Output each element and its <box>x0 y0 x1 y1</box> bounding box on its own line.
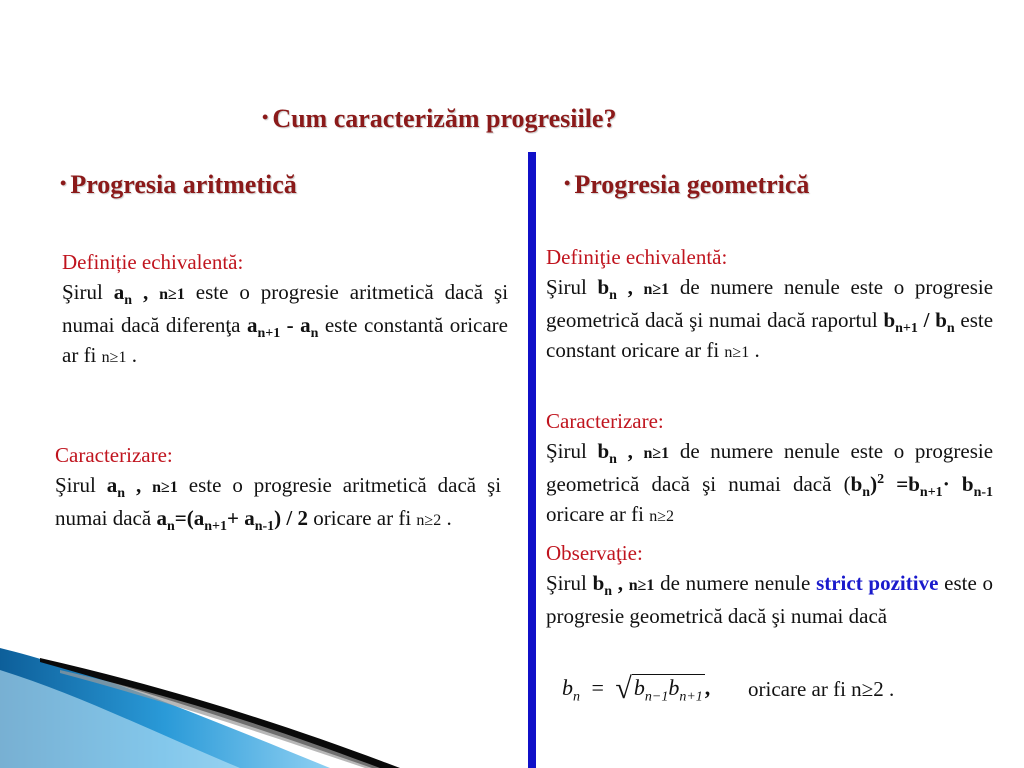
text: de numere nenule este o progresie geometrică dacă şi numai dacă raportul <box>546 275 994 332</box>
difference-expr: $a_{n+1} - a_n$ <box>246 313 319 342</box>
comma: , <box>135 473 142 497</box>
radical-sign-icon: √ <box>615 672 632 705</box>
text: Şirul <box>546 439 587 463</box>
condition: n≥1 <box>159 286 185 303</box>
left-heading-text: Progresia aritmetică <box>70 170 297 199</box>
comma: , <box>617 571 624 595</box>
left-characterization <box>55 440 501 536</box>
strict-positive-emphasis: strict pozitive <box>816 571 939 595</box>
text: oricare ar fi <box>546 502 644 526</box>
formula-comma: , <box>704 675 711 700</box>
text: este o progresie aritmetică dacă şi numai dacă diferenţa <box>62 280 509 337</box>
right-def-text <box>546 272 993 368</box>
bullet-icon: • <box>60 173 67 193</box>
text: Şirul <box>546 571 587 595</box>
right-observation <box>546 538 993 631</box>
geometric-mean-formula: $b_n)^2 =b_{n+1}\cdot b_{n-1}$ <box>850 472 994 501</box>
formula-lhs: b <box>562 675 573 700</box>
seq-symbol: $a_n$ <box>106 473 126 502</box>
right-char-text <box>546 436 993 532</box>
bullet-icon: • <box>262 107 269 127</box>
mean-formula: $a_n=(a_{n+1}+ a_{n-1}) / 2$ <box>156 506 308 535</box>
page-title <box>262 104 616 134</box>
condition: n≥2 <box>416 512 442 529</box>
condition: n≥2 <box>649 508 674 525</box>
seq-symbol: $b_n$ <box>597 275 617 304</box>
comma: , <box>627 275 633 299</box>
right-heading-text: Progresia geometrică <box>574 170 810 199</box>
right-obs-text <box>546 568 993 631</box>
page-title-text: Cum caracterizăm progresiile? <box>272 104 617 133</box>
formula-tail: oricare ar fi n≥2 . <box>748 677 895 701</box>
seq-symbol: $a_n$ <box>113 280 133 309</box>
seq-symbol: $b_n$ <box>597 439 617 468</box>
condition: n≥1 <box>152 479 178 496</box>
text: . <box>754 338 760 362</box>
right-char-label: Caracterizare: <box>546 409 664 433</box>
condition: n≥1 <box>628 577 655 594</box>
text: de numere nenule este o progresie geometrică dacă şi numai dacă ( <box>546 439 994 496</box>
text: Şirul <box>55 473 96 497</box>
left-heading <box>60 170 297 200</box>
right-def-label: Definiţie echivalentă: <box>546 245 728 269</box>
decorative-wave <box>0 640 540 768</box>
ratio-expr: $b_{n+1} / b_n$ <box>883 308 955 337</box>
text: este o progresie geometrică dacă şi numai dacă <box>546 571 993 628</box>
comma: , <box>627 439 633 463</box>
radicand: $b_{n-1}b_{n+1}$ <box>633 675 703 705</box>
condition: n≥1 <box>724 344 750 361</box>
right-definition <box>546 242 993 368</box>
text: este constantă oricare ar fi <box>62 313 508 367</box>
condition: n≥1 <box>101 349 127 366</box>
bullet-icon: • <box>564 173 571 193</box>
seq-symbol: $b_n$ <box>592 571 613 600</box>
comma: , <box>142 280 149 304</box>
right-characterization <box>546 406 993 532</box>
text: . <box>446 506 452 530</box>
formula-lhs-sub: n <box>573 689 580 705</box>
left-def-text <box>62 277 508 373</box>
sqrt-formula <box>562 672 710 706</box>
condition: n≥1 <box>643 281 670 298</box>
left-def-label: Definiție echivalentă: <box>62 250 244 274</box>
right-obs-label: Observaţie: <box>546 541 643 565</box>
text: este o progresie aritmetică dacă şi numai dacă <box>55 473 502 530</box>
formula-equals: = <box>591 675 604 700</box>
text: oricare ar fi <box>313 506 412 530</box>
text: Şirul <box>62 280 103 304</box>
text: Şirul <box>546 275 587 299</box>
left-char-text <box>55 470 501 536</box>
condition: n≥1 <box>643 445 670 462</box>
right-heading <box>564 170 809 200</box>
text: de numere nenule <box>660 571 811 595</box>
left-char-label: Caracterizare: <box>55 443 173 467</box>
left-definition <box>62 247 508 373</box>
text: este constant oricare ar fi <box>546 308 994 362</box>
text: . <box>131 343 137 367</box>
